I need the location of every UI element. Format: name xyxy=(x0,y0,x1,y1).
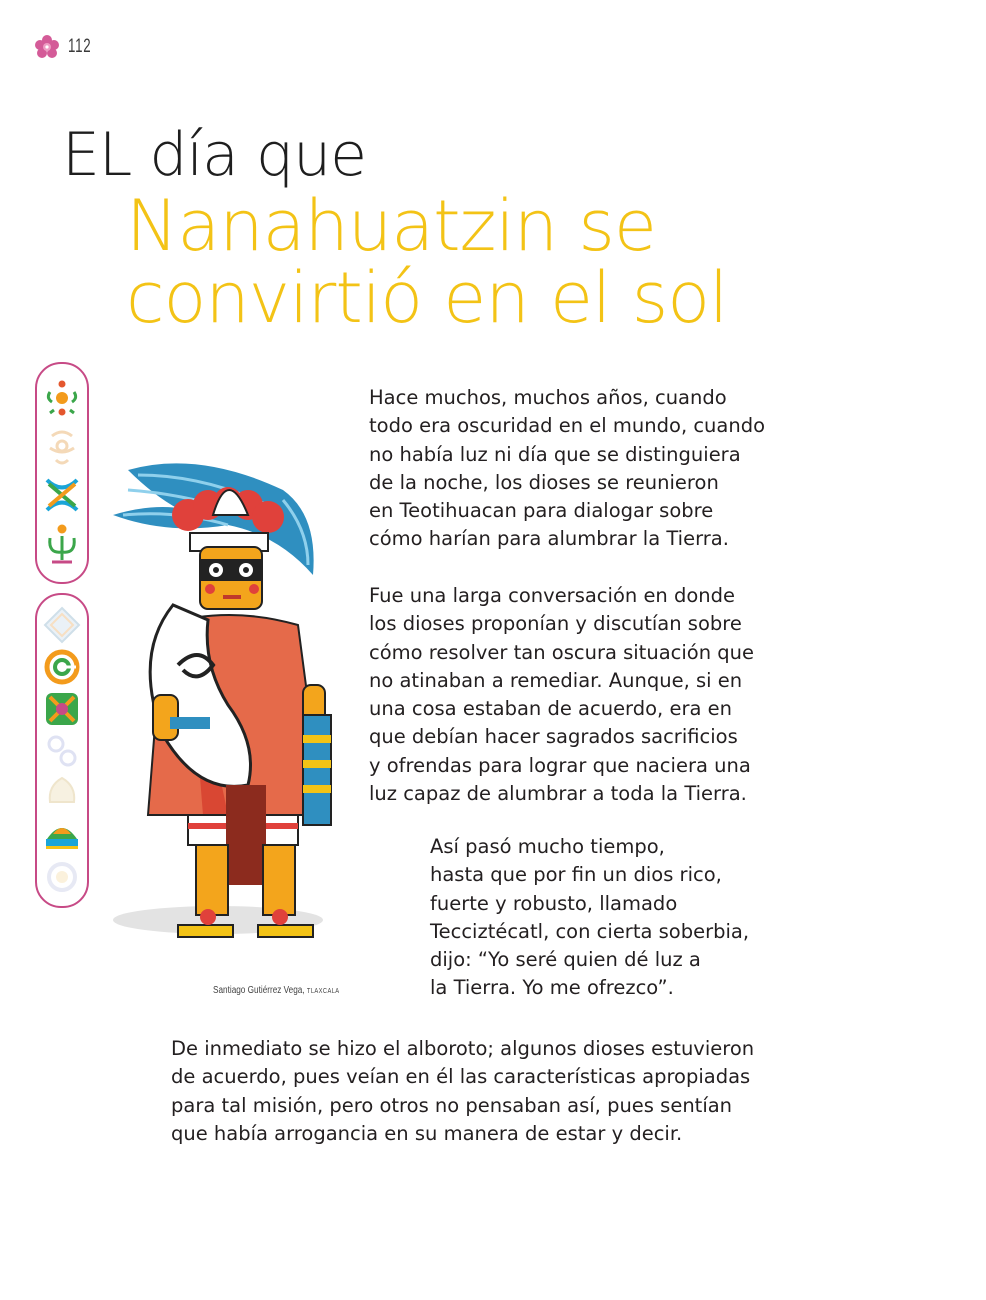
credit-name: Santiago Gutiérrez Vega, xyxy=(213,985,305,996)
title-line-1: EL día que xyxy=(62,120,367,190)
text-line: de acuerdo, pues veían en él las características apropiadas xyxy=(171,1065,751,1089)
knot-icon xyxy=(41,474,83,516)
paragraph-2 xyxy=(369,582,754,808)
paragraph-4 xyxy=(171,1035,754,1148)
text-line: dijo: “Yo seré quien dé luz a xyxy=(430,948,701,972)
text-line: para tal misión, pero otros no pensaban así, pues sentían xyxy=(171,1093,733,1117)
paragraph-3 xyxy=(430,833,749,1003)
text-line: cómo harían para alumbrar la Tierra. xyxy=(369,527,729,551)
spiral-icon xyxy=(42,647,82,687)
text-line: fuerte y robusto, llamado xyxy=(430,891,678,915)
turtle-icon xyxy=(42,817,82,853)
text-line: que había arrogancia en su manera de estar y decir. xyxy=(171,1121,683,1145)
link-icon xyxy=(42,731,82,771)
paragraph-1 xyxy=(369,384,765,554)
title-line-3: convirtió en el sol xyxy=(126,257,728,339)
flower-icon xyxy=(32,32,62,62)
text-line: todo era oscuridad en el mundo, cuando xyxy=(369,414,766,438)
text-line: Tecciztécatl, con cierta soberbia, xyxy=(430,919,750,943)
deity-illustration xyxy=(108,455,358,990)
text-line: no había luz ni día que se distinguiera xyxy=(369,442,741,466)
text-line: no atinaban a remediar. Aunque, si en xyxy=(369,668,743,692)
text-line: la Tierra. Yo me ofrezco”. xyxy=(430,976,674,1000)
text-line: luz capaz de alumbrar a toda la Tierra. xyxy=(369,782,747,806)
text-line: hasta que por fin un dios rico, xyxy=(430,863,722,887)
sidebar-icons-top xyxy=(35,362,89,584)
title-line-2: Nanahuatzin se xyxy=(126,185,656,267)
text-line: De inmediato se hizo el alboroto; algunos dioses estuvieron xyxy=(171,1037,755,1060)
credit-place: TLAXCALA xyxy=(306,988,340,995)
illustration-credit xyxy=(213,985,340,996)
text-line: una cosa estaban de acuerdo, era en xyxy=(369,697,732,721)
text-line: cómo resolver tan oscura situación que xyxy=(369,640,755,664)
circle-icon xyxy=(42,857,82,897)
text-line: Hace muchos, muchos años, cuando xyxy=(369,386,727,409)
page-header xyxy=(32,30,101,64)
page-number: 112 xyxy=(68,36,92,57)
text-line: que debían hacer sagrados sacrificios xyxy=(369,725,738,749)
quadrant-icon xyxy=(42,689,82,729)
text-line: Fue una larga conversación en donde xyxy=(369,584,736,607)
flower-dots-icon xyxy=(42,378,82,418)
shell-icon xyxy=(42,773,82,813)
text-line: los dioses proponían y discutían sobre xyxy=(369,612,742,636)
text-line: de la noche, los dioses se reunieron xyxy=(369,470,719,494)
sidebar-icons-bottom xyxy=(35,593,89,908)
text-line: y ofrendas para lograr que naciera una xyxy=(369,753,751,777)
faded-glyph-icon xyxy=(42,426,82,468)
text-line: Así pasó mucho tiempo, xyxy=(430,835,665,858)
diamond-icon xyxy=(42,605,82,645)
sprout-icon xyxy=(42,522,82,566)
text-line: en Teotihuacan para dialogar sobre xyxy=(369,499,714,523)
